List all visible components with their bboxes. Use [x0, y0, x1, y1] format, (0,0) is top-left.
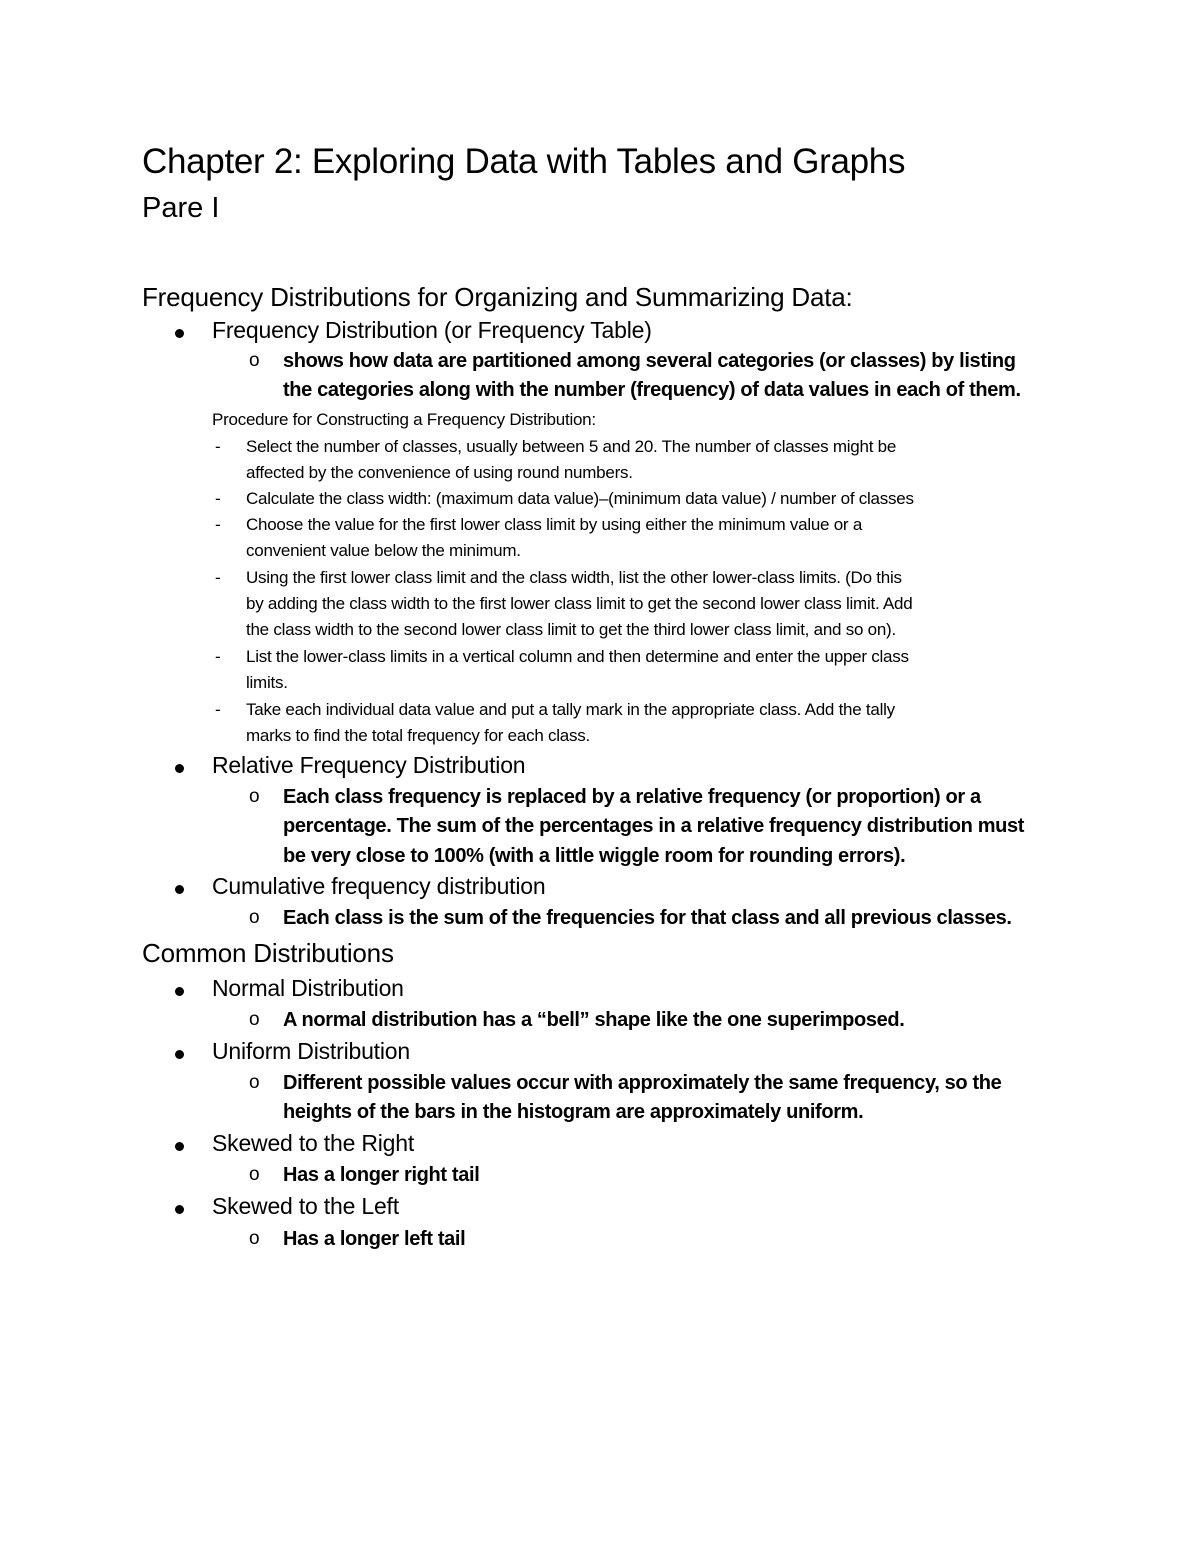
procedure-step-line: convenient value below the minimum.	[246, 541, 521, 560]
procedure-step-line: Using the first lower class limit and the class width, list the other lower-class limits. (Do this	[246, 568, 902, 587]
dash-bullet-icon: -	[215, 515, 221, 534]
circle-bullet-icon: o	[249, 1228, 260, 1249]
dash-bullet-icon: -	[215, 700, 221, 719]
circle-bullet-icon: o	[249, 786, 260, 807]
procedure-step-line: Choose the value for the first lower class limit by using either the minimum value or a	[246, 515, 863, 534]
circle-bullet-icon: o	[249, 1072, 260, 1093]
cfd-desc-line: Each class is the sum of the frequencies for that class and all previous classes.	[283, 907, 1012, 929]
procedure-step-line: limits.	[246, 673, 288, 692]
procedure-step-line: Select the number of classes, usually between 5 and 20. The number of classes might be	[246, 437, 897, 456]
item-skewed-right: Skewed to the Right	[212, 1130, 415, 1156]
fd-desc-line: the categories along with the number (frequency) of data values in each of them.	[283, 379, 1021, 401]
procedure-heading: Procedure for Constructing a Frequency Distribution:	[212, 410, 596, 429]
circle-bullet-icon: o	[249, 1164, 260, 1185]
procedure-step-line: affected by the convenience of using round numbers.	[246, 463, 633, 482]
page-title: Chapter 2: Exploring Data with Tables and Graphs	[142, 142, 906, 181]
dash-bullet-icon: -	[215, 568, 221, 587]
section-heading-common-distributions: Common Distributions	[142, 938, 394, 968]
circle-bullet-icon: o	[249, 350, 260, 371]
procedure-step-line: Calculate the class width: (maximum data value)–(minimum data value) / number of classes	[246, 489, 914, 508]
dash-bullet-icon: -	[215, 489, 221, 508]
circle-bullet-icon: o	[249, 1009, 260, 1030]
bullet-icon	[175, 764, 184, 773]
skewed-left-desc-line: Has a longer left tail	[283, 1228, 466, 1250]
bullet-icon	[175, 1050, 184, 1059]
procedure-step-line: Take each individual data value and put a tally mark in the appropriate class. Add the tally	[246, 700, 895, 719]
bullet-icon	[175, 329, 184, 338]
circle-bullet-icon: o	[249, 907, 260, 928]
rfd-desc-line: percentage. The sum of the percentages in a relative frequency distribution must	[283, 815, 1025, 837]
procedure-step-line: List the lower-class limits in a vertical column and then determine and enter the upper class	[246, 647, 909, 666]
page-subtitle: Pare I	[142, 192, 220, 224]
procedure-step-line: marks to find the total frequency for each class.	[246, 726, 590, 745]
uniform-desc-line: Different possible values occur with approximately the same frequency, so the	[283, 1072, 1002, 1094]
bullet-icon	[175, 1205, 184, 1214]
item-relative-frequency-distribution: Relative Frequency Distribution	[212, 752, 526, 778]
procedure-step-line: by adding the class width to the first lower class limit to get the second lower class limit. Add	[246, 594, 913, 613]
uniform-desc-line: heights of the bars in the histogram are approximately uniform.	[283, 1101, 864, 1123]
dash-bullet-icon: -	[215, 437, 221, 456]
item-normal-distribution: Normal Distribution	[212, 975, 404, 1001]
bullet-icon	[175, 987, 184, 996]
rfd-desc-line: be very close to 100% (with a little wiggle room for rounding errors).	[283, 845, 906, 867]
fd-desc-line: shows how data are partitioned among several categories (or classes) by listing	[283, 350, 1016, 372]
item-uniform-distribution: Uniform Distribution	[212, 1038, 410, 1064]
dash-bullet-icon: -	[215, 647, 221, 666]
item-frequency-distribution: Frequency Distribution (or Frequency Table)	[212, 317, 652, 343]
bullet-icon	[175, 885, 184, 894]
skewed-right-desc-line: Has a longer right tail	[283, 1164, 480, 1186]
section-heading-frequency-distributions: Frequency Distributions for Organizing and Summarizing Data:	[142, 282, 853, 312]
procedure-step-line: the class width to the second lower class limit to get the third lower class limit, and so on).	[246, 620, 896, 639]
normal-desc-line: A normal distribution has a “bell” shape like the one superimposed.	[283, 1009, 905, 1031]
rfd-desc-line: Each class frequency is replaced by a relative frequency (or proportion) or a	[283, 786, 981, 808]
bullet-icon	[175, 1142, 184, 1151]
item-skewed-left: Skewed to the Left	[212, 1193, 399, 1219]
item-cumulative-frequency-distribution: Cumulative frequency distribution	[212, 873, 546, 899]
